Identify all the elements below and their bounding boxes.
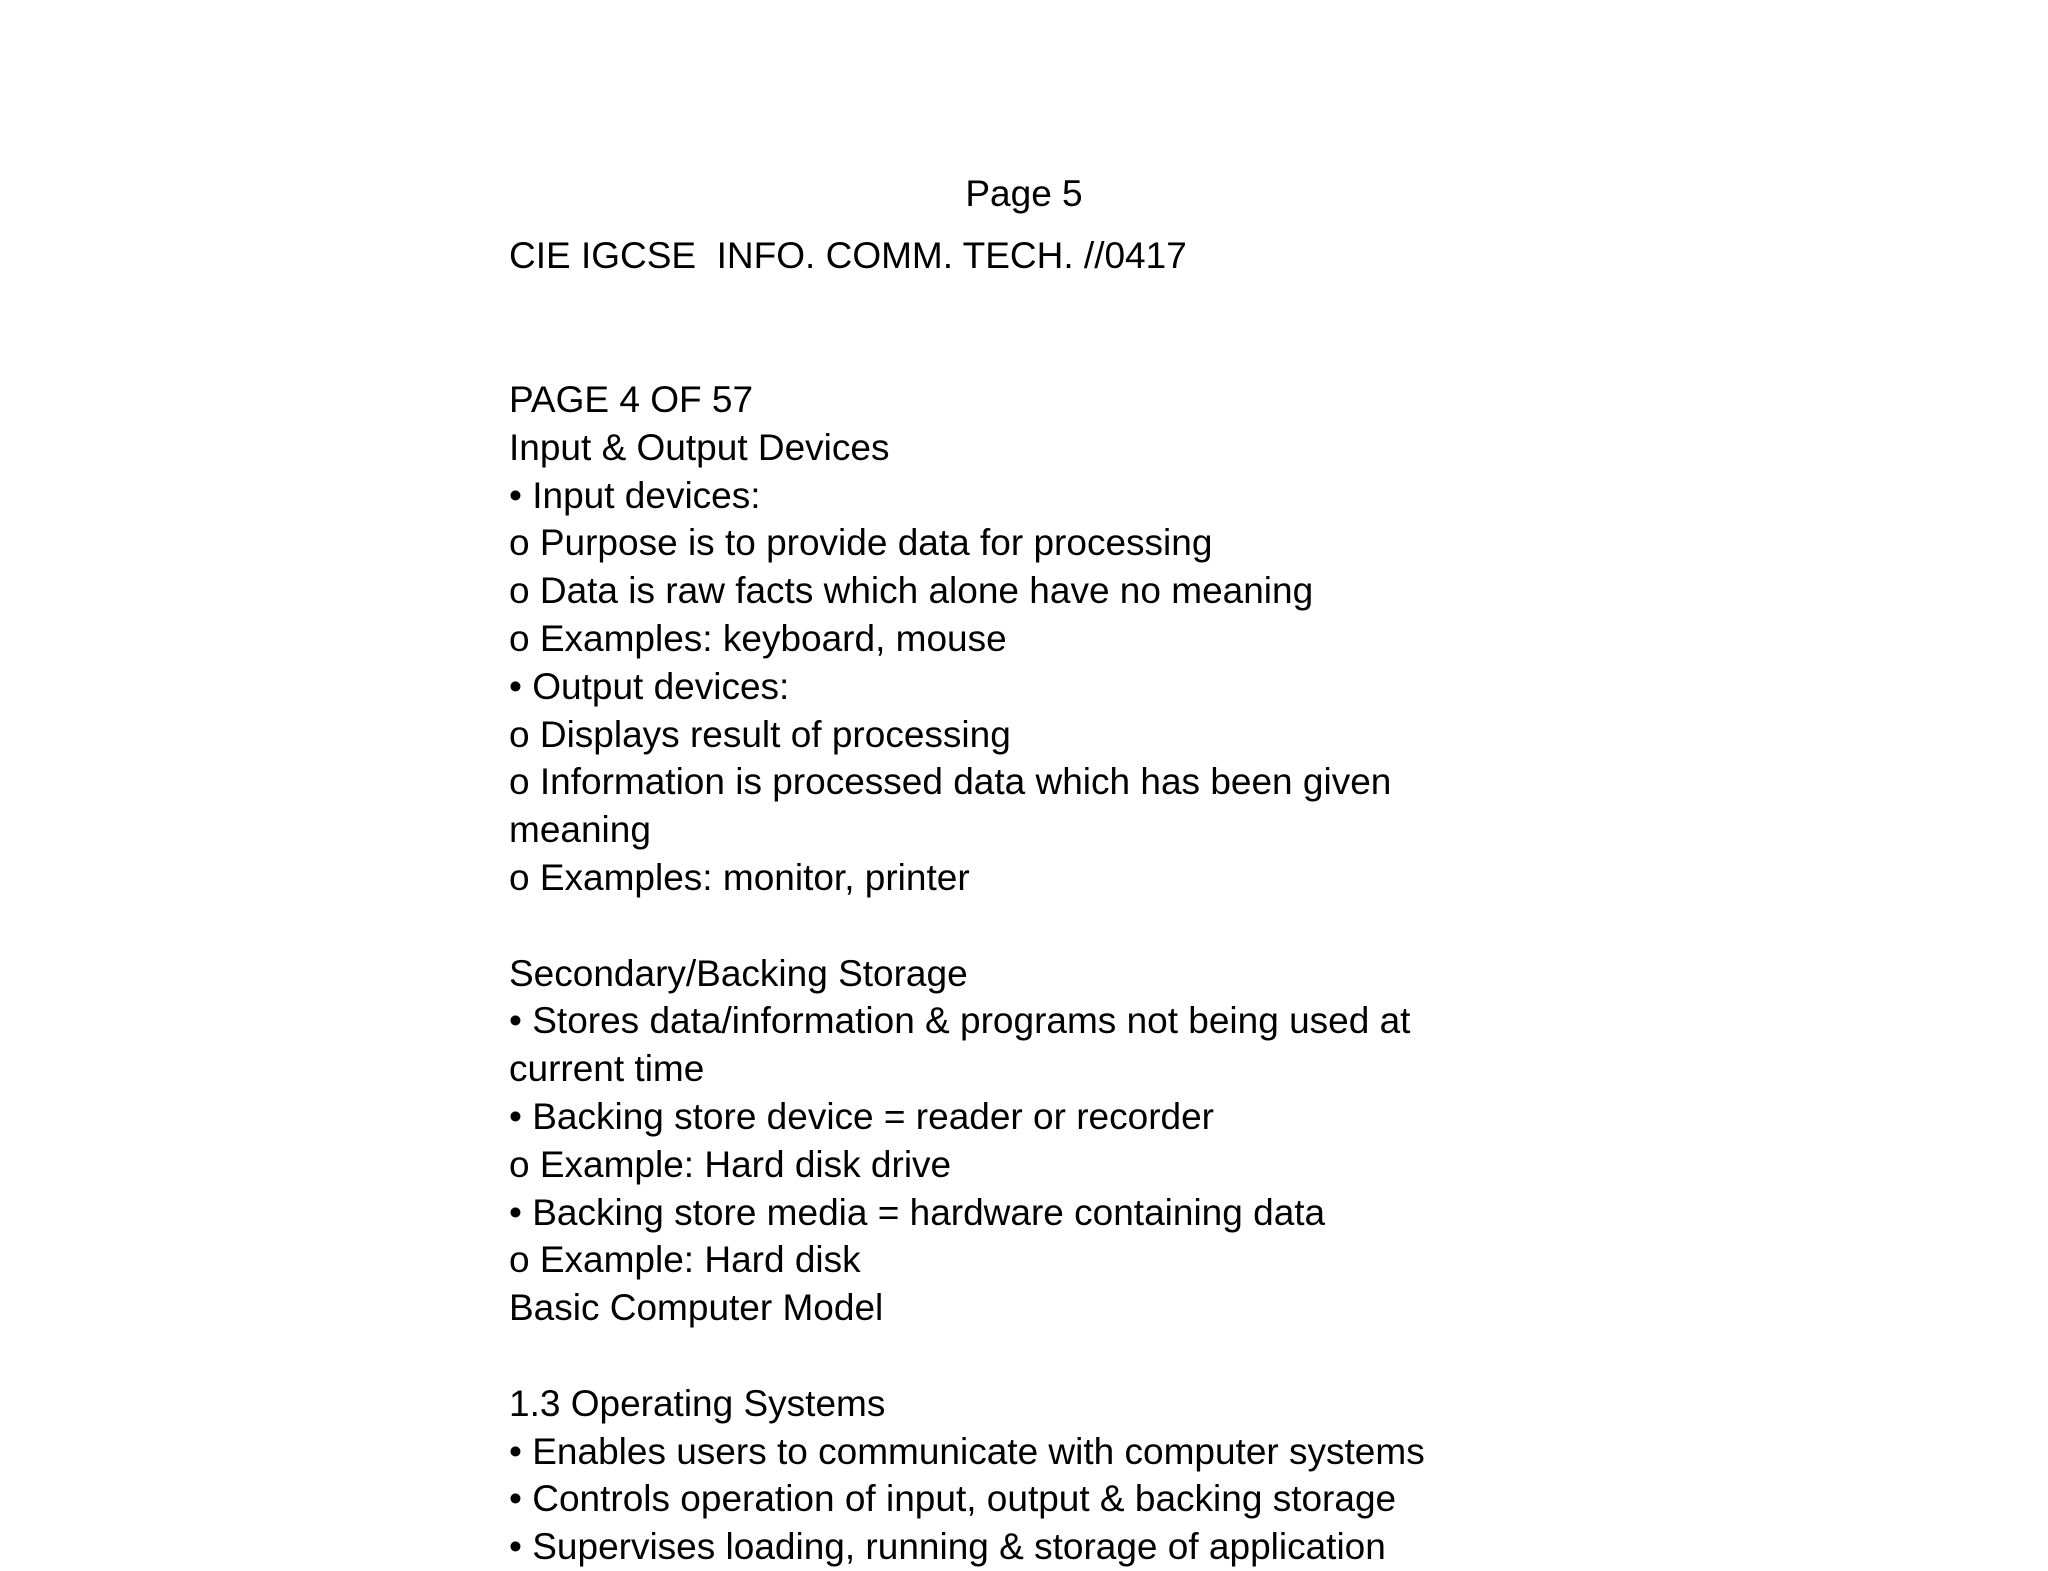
text-line: • Controls operation of input, output & backing storage (509, 1478, 1397, 1520)
text-line: • Stores data/information & programs not being used at (509, 1000, 1411, 1042)
text-line: • Backing store device = reader or recorder (509, 1095, 1214, 1137)
document-header: CIE IGCSE INFO. COMM. TECH. //0417 (509, 235, 1187, 276)
text-line: 1.3 Operating Systems (509, 1382, 886, 1424)
text-line: Basic Computer Model (509, 1287, 884, 1329)
text-line: o Displays result of processing (509, 713, 1011, 755)
text-line: o Example: Hard disk (509, 1239, 861, 1281)
text-line: • Supervises loading, running & storage of application (509, 1526, 1386, 1568)
blank-line (509, 1332, 1529, 1380)
text-line: o Examples: monitor, printer (509, 856, 970, 898)
text-line: o Information is processed data which has been given (509, 761, 1392, 803)
page-number: Page 5 (965, 173, 1083, 214)
text-line: Input & Output Devices (509, 426, 890, 468)
text-line: meaning (509, 809, 651, 851)
text-line: • Backing store media = hardware containing data (509, 1191, 1326, 1233)
text-line: o Example: Hard disk drive (509, 1143, 952, 1185)
text-line: • Output devices: (509, 665, 790, 707)
text-line: o Purpose is to provide data for processing (509, 522, 1213, 564)
text-line: • Input devices: (509, 474, 761, 516)
text-line: Secondary/Backing Storage (509, 952, 968, 994)
text-line: o Examples: keyboard, mouse (509, 617, 1007, 659)
blank-line (509, 902, 1529, 950)
text-line: current time (509, 1048, 705, 1090)
text-line: o Data is raw facts which alone have no meaning (509, 570, 1314, 612)
text-line: • Enables users to communicate with computer systems (509, 1430, 1425, 1472)
document-body (509, 376, 1529, 1571)
text-line: PAGE 4 OF 57 (509, 379, 754, 420)
